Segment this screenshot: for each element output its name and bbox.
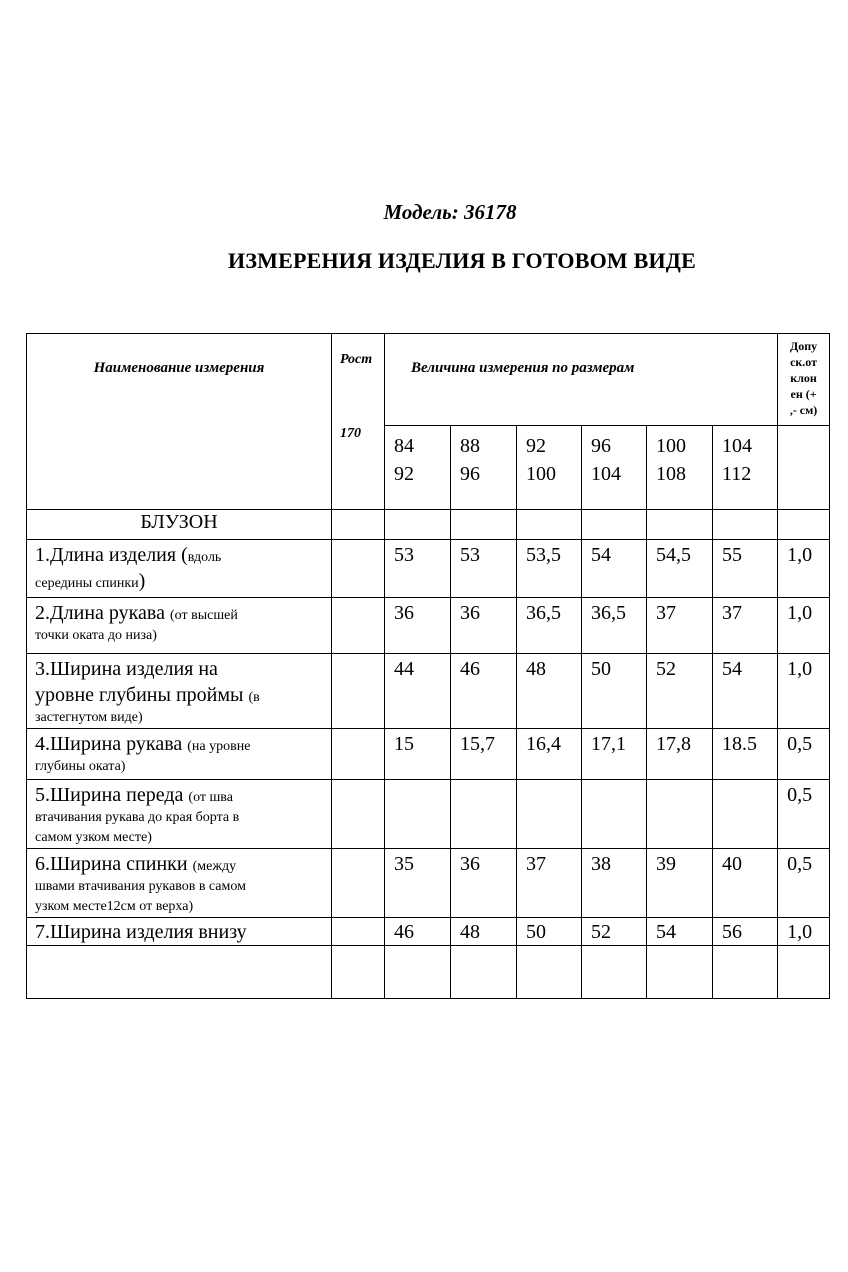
tolerance-cell: 0,5: [778, 780, 830, 849]
tolerance-label-line: клон: [790, 371, 817, 385]
header-rost-cell: [332, 334, 385, 510]
values-label: Величина измерения по размерам: [411, 360, 635, 376]
value-cell: [713, 780, 778, 849]
value-cell: 37: [713, 598, 778, 654]
page-title: ИЗМЕРЕНИЯ ИЗДЕЛИЯ В ГОТОВОМ ВИДЕ: [228, 248, 696, 273]
size-bottom: 92: [394, 463, 414, 485]
empty-row: [27, 946, 830, 999]
table-row: [27, 780, 830, 849]
tolerance-cell: 1,0: [778, 540, 830, 598]
size-bottom: 96: [460, 463, 480, 485]
value-cell: 36: [451, 849, 517, 918]
size-bottom: 100: [526, 463, 556, 485]
size-bottom: 108: [656, 463, 686, 485]
table-row: [27, 654, 830, 729]
tolerance-cell: 1,0: [778, 598, 830, 654]
measurement-name: [27, 654, 332, 729]
size-top: 84: [394, 435, 414, 457]
value-cell: [451, 780, 517, 849]
value-cell: 39: [647, 849, 713, 918]
value-cell: 54: [647, 918, 713, 946]
value-cell: 16,4: [517, 729, 582, 780]
section-row: [27, 510, 830, 540]
table-row: [27, 540, 830, 598]
tolerance-cell: 0,5: [778, 849, 830, 918]
table-row: [27, 918, 830, 946]
value-cell: 15,7: [451, 729, 517, 780]
name-end: ): [138, 570, 146, 592]
name-main: 1.Длина изделия (: [35, 544, 188, 566]
measurement-name: [27, 729, 332, 780]
size-cell: [451, 426, 517, 510]
name-main: 2.Длина рукава: [35, 602, 170, 624]
value-cell: 37: [517, 849, 582, 918]
size-bottom: 104: [591, 463, 621, 485]
value-cell: [582, 780, 647, 849]
value-cell: 46: [385, 918, 451, 946]
name-cont: втачивания рукава до края борта в: [35, 810, 240, 825]
value-cell: 36,5: [582, 598, 647, 654]
value-cell: [517, 780, 582, 849]
value-cell: 55: [713, 540, 778, 598]
name-cont: середины спинки: [35, 576, 139, 591]
name-note: (от высшей: [170, 608, 238, 623]
tolerance-cell: 1,0: [778, 918, 830, 946]
measurement-name: [27, 540, 332, 598]
name-main: 4.Ширина рукава: [35, 733, 188, 755]
size-cell: [647, 426, 713, 510]
name-main: 5.Ширина переда: [35, 784, 189, 806]
tolerance-empty-cell: [778, 426, 830, 510]
header-row: [27, 334, 830, 426]
size-cell: [385, 426, 451, 510]
table-row: [27, 849, 830, 918]
value-cell: 15: [385, 729, 451, 780]
value-cell: 56: [713, 918, 778, 946]
value-cell: 44: [385, 654, 451, 729]
size-top: 92: [526, 435, 546, 457]
value-cell: 48: [517, 654, 582, 729]
name-main: 7.Ширина изделия внизу: [35, 921, 247, 943]
value-cell: 53: [451, 540, 517, 598]
value-cell: 36: [385, 598, 451, 654]
size-top: 96: [591, 435, 611, 457]
header-tolerance-cell: [778, 334, 830, 426]
value-cell: 52: [647, 654, 713, 729]
measurement-name: [27, 780, 332, 849]
header-name-label: Наименование измерения: [93, 360, 265, 376]
model-label: Модель: 36178: [383, 200, 517, 224]
name-cont: точки оката до низа): [35, 628, 157, 643]
name-note: (между: [192, 859, 237, 874]
table-row: [27, 598, 830, 654]
name-note: (на уровне: [187, 739, 251, 754]
value-cell: 40: [713, 849, 778, 918]
size-cell: [713, 426, 778, 510]
size-top: 100: [656, 435, 686, 457]
value-cell: 50: [582, 654, 647, 729]
value-cell: [647, 780, 713, 849]
value-cell: 54,5: [647, 540, 713, 598]
name-cont: глубины оката): [35, 759, 126, 774]
tolerance-cell: 0,5: [778, 729, 830, 780]
size-bottom: 112: [722, 463, 752, 485]
value-cell: 53,5: [517, 540, 582, 598]
measurement-name: [27, 849, 332, 918]
name-cont: швами втачивания рукавов в самом: [35, 879, 246, 894]
value-cell: 46: [451, 654, 517, 729]
name-cont: самом узком месте): [35, 830, 152, 845]
name-cont: узком месте12см от верха): [35, 899, 194, 914]
name-main: уровне глубины проймы: [35, 684, 249, 706]
size-top: 104: [722, 435, 752, 457]
measurements-table: [26, 333, 830, 999]
tolerance-label-line: ,- см): [789, 403, 818, 417]
value-cell: 17,1: [582, 729, 647, 780]
value-cell: 54: [713, 654, 778, 729]
value-cell: 52: [582, 918, 647, 946]
rost-label: Рост: [340, 352, 373, 367]
value-cell: 36: [451, 598, 517, 654]
value-cell: 48: [451, 918, 517, 946]
value-cell: [385, 780, 451, 849]
tolerance-cell: 1,0: [778, 654, 830, 729]
header-name-cell: [27, 334, 332, 510]
tolerance-label-line: ен (+: [790, 387, 817, 401]
value-cell: 35: [385, 849, 451, 918]
name-main: 3.Ширина изделия на: [35, 658, 218, 680]
value-cell: 53: [385, 540, 451, 598]
name-main: 6.Ширина спинки: [35, 853, 193, 875]
value-cell: 50: [517, 918, 582, 946]
size-top: 88: [460, 435, 480, 457]
value-cell: 17,8: [647, 729, 713, 780]
value-cell: 54: [582, 540, 647, 598]
value-cell: 37: [647, 598, 713, 654]
name-note: (в: [248, 690, 260, 705]
measurement-name: [27, 598, 332, 654]
name-note: (от шва: [188, 790, 233, 805]
rost-value: 170: [340, 426, 361, 441]
name-cont: застегнутом виде): [35, 710, 143, 725]
table-row: [27, 729, 830, 780]
tolerance-label-line: ск.от: [790, 355, 818, 369]
size-cell: [517, 426, 582, 510]
tolerance-label-line: Допу: [789, 339, 818, 353]
value-cell: 18.5: [713, 729, 778, 780]
section-title: БЛУЗОН: [27, 510, 332, 540]
value-cell: 36,5: [517, 598, 582, 654]
measurement-name: [27, 918, 332, 946]
size-cell: [582, 426, 647, 510]
value-cell: 38: [582, 849, 647, 918]
name-note: вдоль: [187, 550, 222, 565]
header-values-cell: [385, 334, 778, 426]
